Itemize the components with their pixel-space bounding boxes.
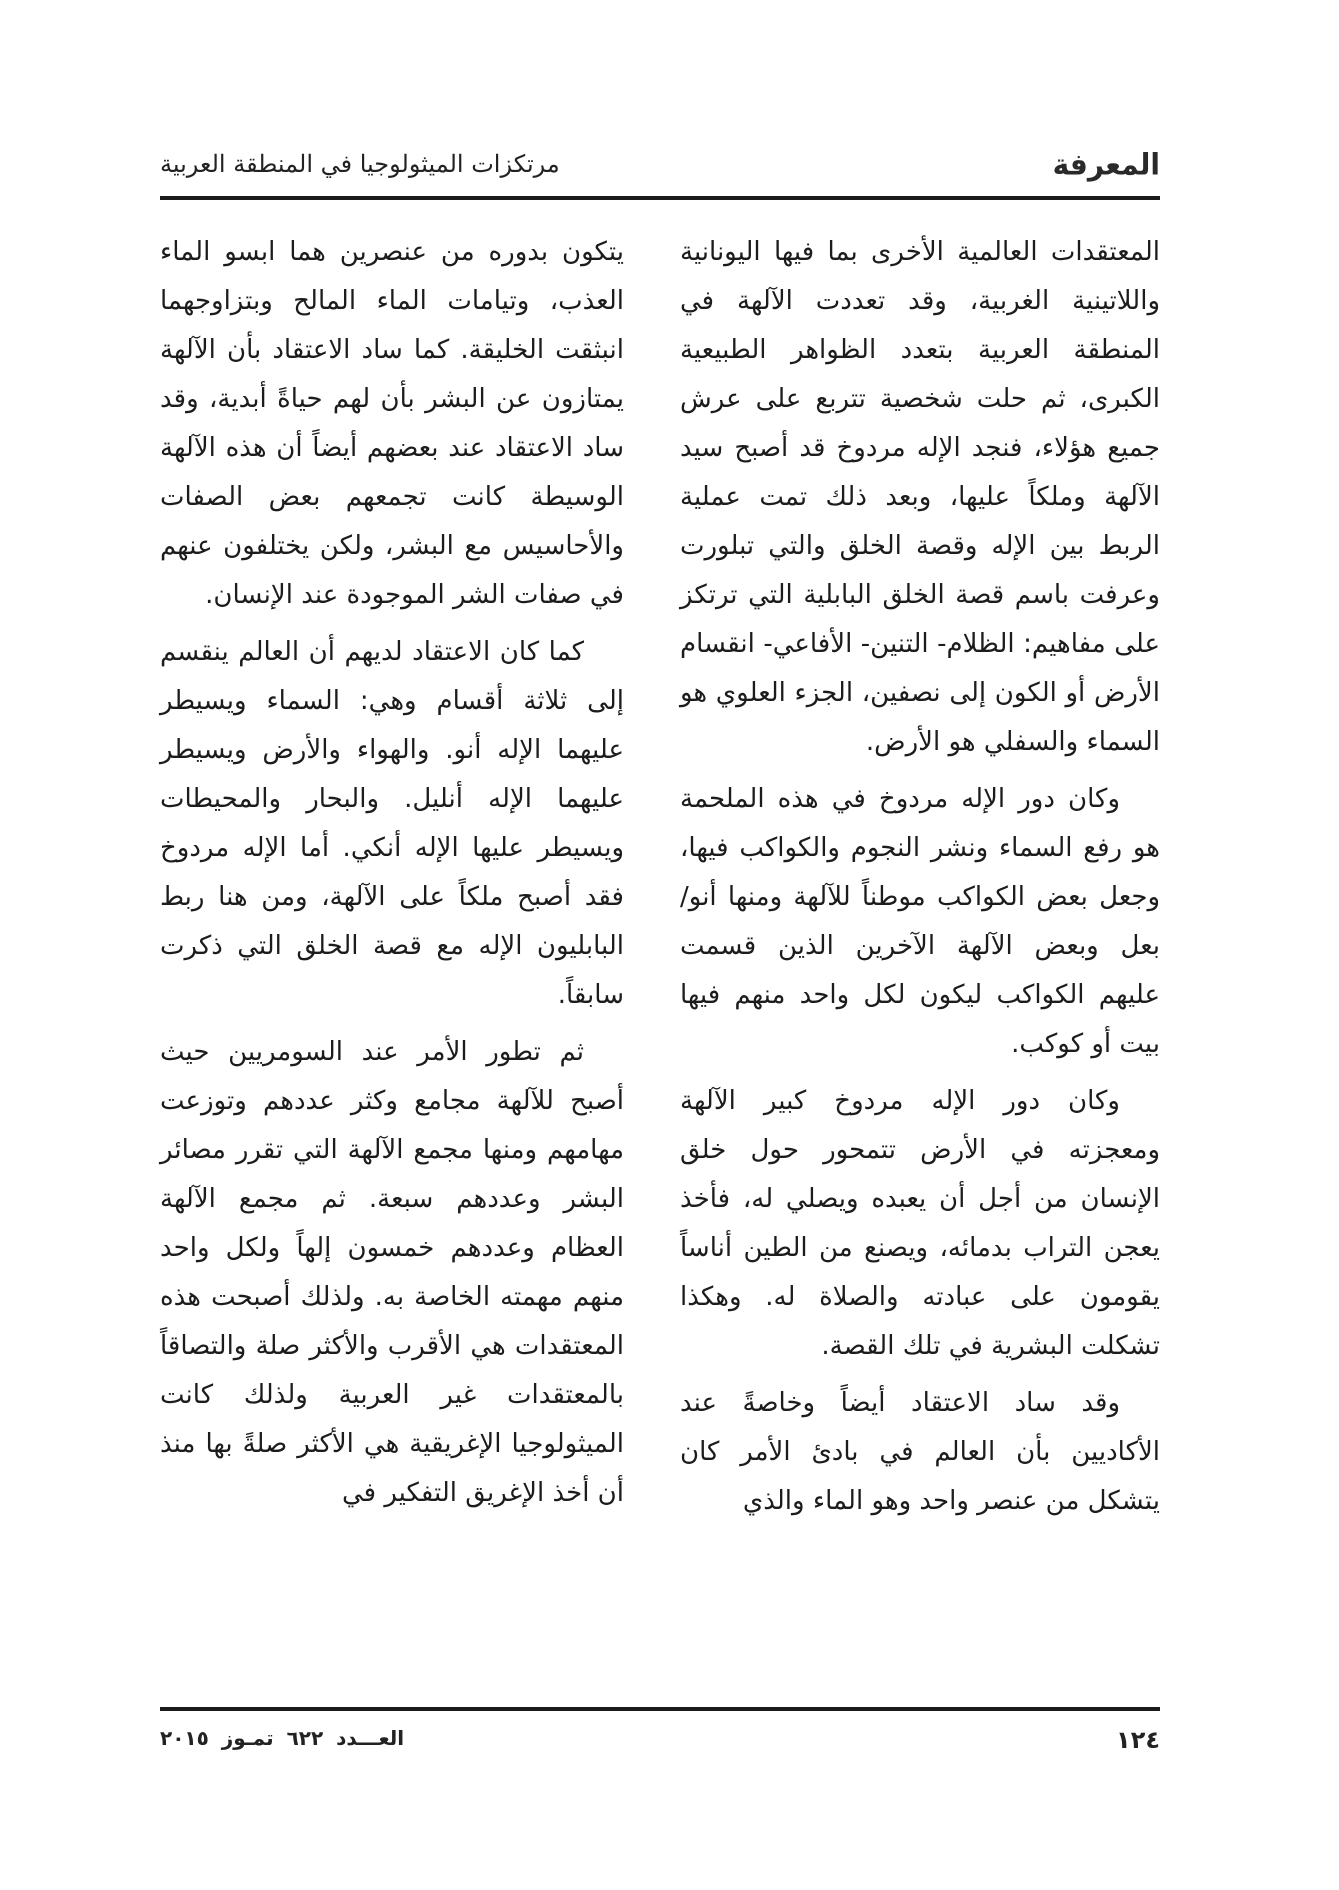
issue-info: العـــدد ٦٢٢ تمـوز ٢٠١٥ <box>160 1726 405 1750</box>
footer-rule <box>160 1707 1160 1711</box>
header-rule <box>160 196 1160 200</box>
text-column-right <box>680 228 1160 1526</box>
page-header <box>160 148 1160 192</box>
paragraph: يتكون بدوره من عنصرين هما ابسو الماء العذب، وتيامات الماء المالح وبتزاوجهما انبثقت الخليقة. كما ساد الاعتقاد بأن الآلهة يمتازون عن البشر بأن لهم حياةً أبدية، وقد ساد الاعتقاد عند بعضهم أيضاً أن هذه الآلهة الوسيطة كانت تجمعهم بعض الصفات والأحاسيس مع البشر، ولكن يختلفون عنهم في صفات الشر الموجودة عند الإنسان. <box>160 237 624 610</box>
paragraph: كما كان الاعتقاد لديهم أن العالم ينقسم إلى ثلاثة أقسام وهي: السماء ويسيطر عليهما الإله أنو. والهواء والأرض ويسيطر عليهما الإله أنليل. والبحار والمحيطات ويسيطر عليها الإله أنكي. أما الإله مردوخ فقد أصبح ملكاً على الآلهة، ومن هنا ربط البابليون الإله مع قصة الخلق التي ذكرت سابقاً. <box>160 637 624 1010</box>
text-column-left <box>160 228 624 1518</box>
paragraph: وكان دور الإله مردوخ كبير الآلهة ومعجزته في الأرض تتمحور حول خلق الإنسان من أجل أن يعبده ويصلي له، فأخذ يعجن التراب بدمائه، ويصنع من الطين أناساً يقومون على عبادته والصلاة له. وهكذا تشكلت البشرية في تلك القصة. <box>680 1086 1160 1361</box>
magazine-logo: المعرفة <box>1052 147 1160 182</box>
paragraph: ثم تطور الأمر عند السومريين حيث أصبح للآلهة مجامع وكثر عددهم وتوزعت مهامهم ومنها مجمع الآلهة التي تقرر مصائر البشر وعددهم سبعة. ثم مجمع الآلهة العظام وعددهم خمسون إلهاً ولكل واحد منهم مهمته الخاصة به. ولذلك أصبحت هذه المعتقدات هي الأقرب والأكثر صلة والتصاقاً بالمعتقدات غير العربية ولذلك كانت الميثولوجيا الإغريقية هي الأكثر صلةً بها منذ أن أخذ الإغريق التفكير في <box>160 1037 624 1508</box>
paragraph: وقد ساد الاعتقاد أيضاً وخاصةً عند الأكاديين بأن العالم في بادئ الأمر كان يتشكل من عنصر واحد وهو الماء والذي <box>680 1388 1160 1516</box>
paragraph: وكان دور الإله مردوخ في هذه الملحمة هو رفع السماء ونشر النجوم والكواكب فيها، وجعل بعض الكواكب موطناً للآلهة ومنها أنو/بعل وبعض الآلهة الآخرين الذين قسمت عليهم الكواكب ليكون لكل واحد منهم فيها بيت أو كوكب. <box>680 784 1160 1059</box>
paragraph: المعتقدات العالمية الأخرى بما فيها اليونانية واللاتينية الغربية، وقد تعددت الآلهة في المنطقة العربية بتعدد الظواهر الطبيعية الكبرى، ثم حلت شخصية تتربع على عرش جميع هؤلاء، فنجد الإله مردوخ قد أصبح سيد الآلهة وملكاً عليها، وبعد ذلك تمت عملية الربط بين الإله وقصة الخلق والتي تبلورت وعرفت باسم قصة الخلق البابلية التي ترتكز على مفاهيم: الظلام- التنين- الأفاعي- انقسام الأرض أو الكون إلى نصفين، الجزء العلوي هو السماء والسفلي هو الأرض. <box>680 237 1160 757</box>
page-footer <box>160 1726 1160 1762</box>
page-number: ١٢٤ <box>1116 1726 1160 1754</box>
running-title: مرتكزات الميثولوجيا في المنطقة العربية <box>160 150 560 178</box>
